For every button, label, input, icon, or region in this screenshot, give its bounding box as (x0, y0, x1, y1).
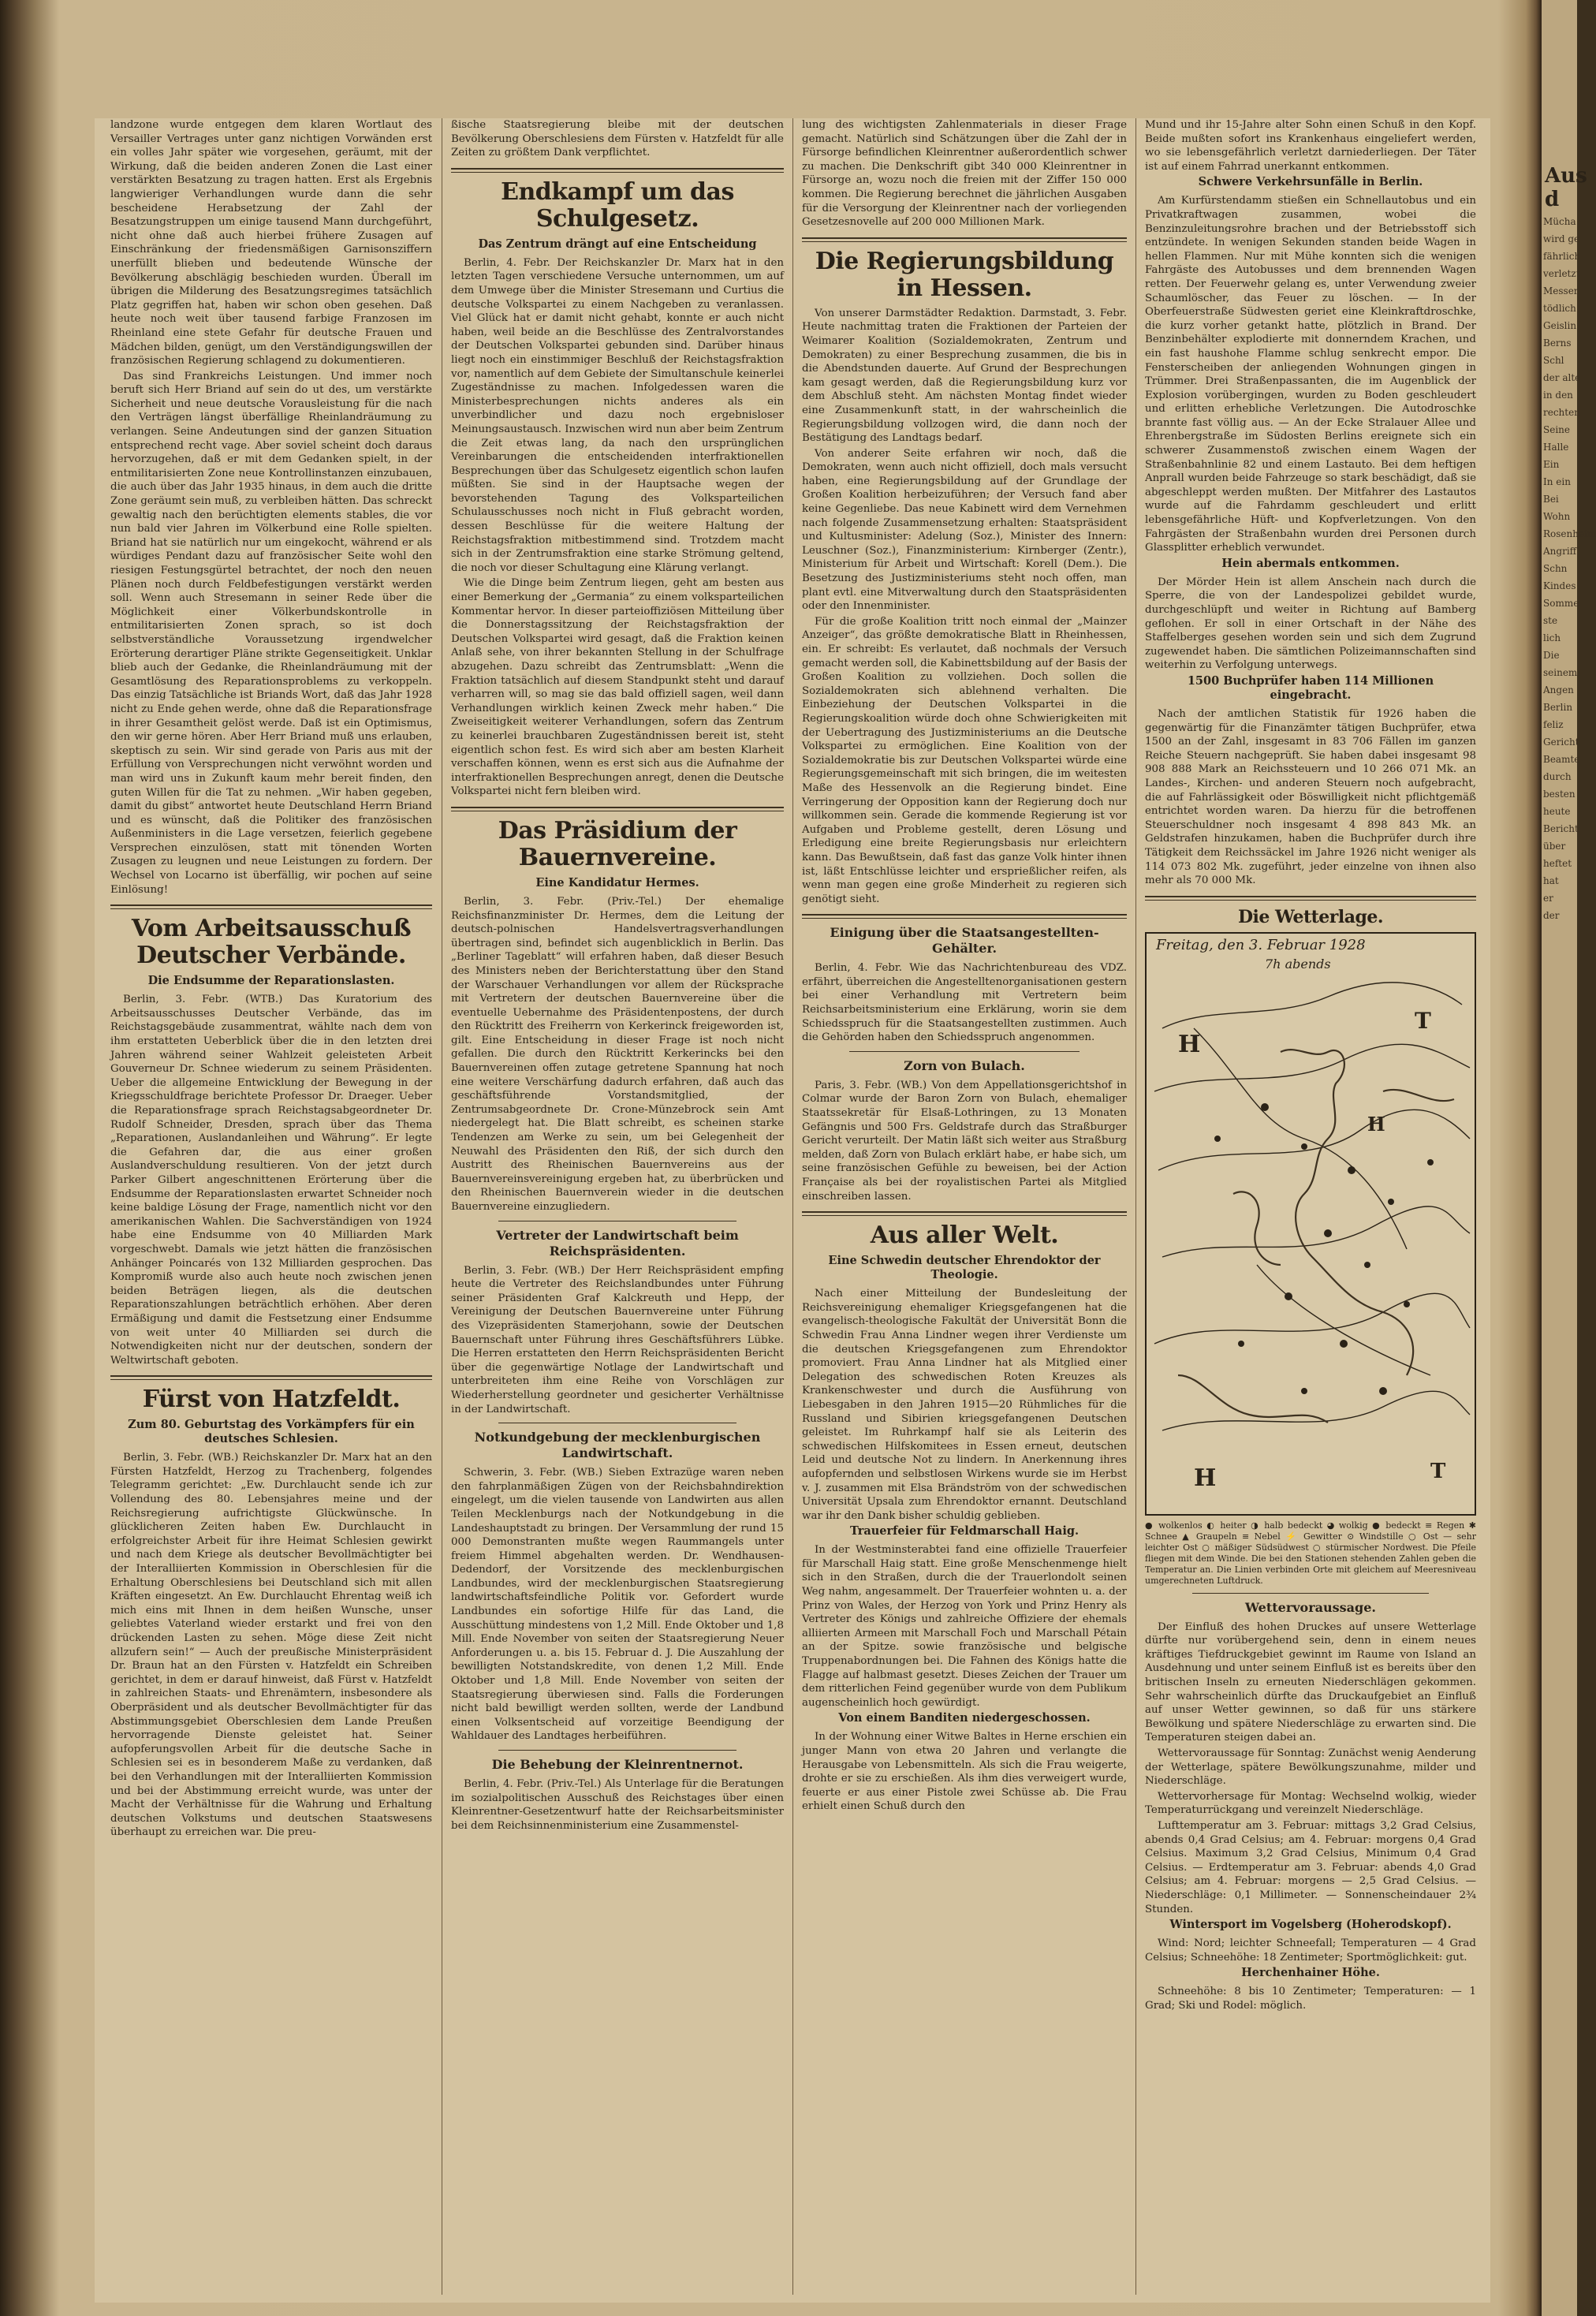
article-text: Wie die Dinge beim Zentrum liegen, geht am besten aus einer Bemerkung der „Germania“ zu einem volksparteilichen Kommentar hervor. In dieser parteioffiziösen Mitteilung über die Donnerstagssitzung der Reichstagsfraktion der Deutschen Volkspartei wird gesagt, daß die Fraktion keinen Anlaß sehe, von ihrer bekannten Stellung in der Schulfrage abzugehen. Dazu schreibt das Zentrumsblatt: „Wenn die Fraktion tatsächlich auf diesem Standpunkt steht und darauf verharren will, so mag sie das bald offiziell sagen, weil dann Verhandlungen wirklich keinen Zweck mehr haben.“ Die Zweiseitigkeit weiterer Verhandlungen, sofern das Zentrum zu keinerlei brauchbaren Zugeständnissen bereit ist, steht eigentlich schon fest. Es wird sich aber am besten Klarheit verschaffen können, wenn es erst sich aus die Aufnahme der interfraktionellen Besprechungen anregt, denen die Deutsche Volkspartei nicht fern bleiben wird. (451, 577, 784, 798)
next-page-fragment: hat (1543, 875, 1559, 886)
article-text: Von anderer Seite erfahren wir noch, daß die Demokraten, wenn auch nicht offiziell, doch mals versucht haben, eine Regierungsbildung auf der Grundlage der Großen Koalition herbeizuführen; der Versuch fand aber keine Gegenliebe. Das neue Kabinett wird dem Vernehmen nach folgende Zusammensetzung erhalten: Staatspräsident und Kultusminister: Adelung (Soz.), Minister des Innern: Leuschner (Soz.), Finanzministerium: Kirnberger (Zentr.), Ministerium für Arbeit und Wirtschaft: Korell (Dem.). Die Besetzung des Justizministeriums steht noch offen, man plant evtl. eine Mitverwaltung durch den Staatspräsidenten oder den Innenminister. (802, 447, 1127, 613)
next-page-fragment: Rosenheim (1543, 528, 1596, 539)
column-3 (802, 118, 1127, 2295)
article-text: Schneehöhe: 8 bis 10 Zentimeter; Temperaturen: — 1 Grad; Ski und Rodel: möglich. (1145, 1986, 1476, 2012)
article-text: Am Kurfürstendamm stießen ein Schnellautobus und ein Privatkraftwagen zusammen, wobei die Benzinzuleitungsrohre brachen und der Betriebsstoff sich entzündete. In wenigen Sekunden standen beide Wagen in hellen Flammen. Nur mit Mühe konnten sich die wenigen Fahrgäste des Autobusses und dem brennenden Wagen retten. Der Feuerwehr gelang es, unter Verwendung zweier Schaumlöscher, das Feuer zu löschen. — In der Oberfeuerstraße Südwesten geriet eine Kleinkraftdroschke, die kurz vorher getankt hatte, plötzlich in Brand. Der Benzinbehälter explodierte mit donnerndem Krachen, und ein fast haushohe Flamme schlug senkrecht empor. Die Fensterscheiben der anliegenden Wohnungen gingen in Trümmer. Drei Straßenpassanten, die im Augenblick der Explosion vorübergingen, wurden zu Boden geschleudert und erlitten erhebliche Verletzungen. Die Autodroschke brannte fast völlig aus. — An der Ecke Stralauer Allee und Ehrenbergstraße im Südosten Berlins ereignete sich ein schwerer Zusammenstoß zwischen einem Wagen der Straßenbahnlinie 82 und einem Lastauto. Bei dem heftigen Anprall wurden beide Fahrzeuge so stark beschädigt, daß sie abgeschleppt werden mußten. Der Mitfahrer des Lastautos wurde auf die Fahrdamm geschleudert und erlitt lebensgefährliche Hüft- und Kopfverletzungen. Von den Fahrgästen der Straßenbahn wurden drei Personen durch Glassplitter erheblich verwundet. (1145, 195, 1476, 554)
divider (451, 168, 784, 173)
next-page-fragment: lich (1543, 632, 1561, 643)
article-text: Der Mörder Hein ist allem Anschein nach durch die Sperre, die von der Landespolizei gebildet wurde, durchgeschlüpft und weiter in Richtung auf Bamberg geflohen. Er soll in einer Ortschaft in der Nähe des Staffelberges gesehen worden sein und sich dem Zugrund zugewendet haben. Die sämtlichen Polizeimannschaften sind weiterhin zu Verfolgung unterwegs. (1145, 576, 1476, 672)
next-page-fragment: Geislin (1543, 320, 1577, 331)
subheadline: Das Zentrum drängt auf eine Entscheidung (478, 237, 757, 251)
weather-map-drawing (1147, 934, 1475, 1514)
article-text: Berlin, 3. Febr. (WTB.) Das Kuratorium des Arbeitsausschusses Deutscher Verbände, das im Reichstagsgebäude zusammentrat, wählte nach dem von ihm erstatteten Ueberblick über die in den letzten drei Jahren während seiner Wahlzeit geleisteten Arbeit Gouverneur Dr. Schnee wiederum zu seinem Präsidenten. Ueber die allgemeine Entwicklung der Bewegung in der Kriegsschuldfrage berichtete Professor Dr. Draeger. Ueber die Reparationsfrage sprach Reichstagsabgeordneter Dr. Rudolf Schneider, Dresden, sprach über das Thema „Reparationen, Auslandanleihen und Währung“. Er legte die Gefahren dar, die aus einer großen Auslandverschuldung resultieren. Von der jetzt durch Parker Gilbert angeschnittenen Erörterung über die Endsumme der Reparationslasten erwartet Schneider noch keine baldige Lösung der Frage, namentlich nicht vor den amerikanischen Wahlen. Die Sachverständigen von 1924 habe eine Endsumme von 40 Milliarden Mark vorgeschwebt. Damals wie jetzt hätten die französischen Anhänger Poincarés von 132 Milliarden gesprochen. Das Kompromiß wurde also auch heute noch zwischen jenen beiden Beträgen liegen, als die deutschen Reparationszahlungen beträchtlich erhöhen. Aber deren Ermäßigung und damit die Festsetzung einer Endsumme von weit unter 40 Milliarden sei durch die Notwendigkeiten nicht nur der deutschen, sondern der Weltwirtschaft geboten. (110, 994, 432, 1367)
subheadline: Von einem Banditen niedergeschossen. (838, 1711, 1091, 1725)
next-page-fragment: Wohn (1543, 511, 1571, 522)
subheadline: Herchenhainer Höhe. (1241, 1966, 1380, 1980)
subheadline: Zum 80. Geburtstag des Vorkämpfers für ein deutsches Schlesien. (128, 1418, 415, 1446)
next-page-fragment: ste (1543, 615, 1558, 626)
next-page-fragment: In ein (1543, 476, 1571, 487)
article-text: Nach einer Mitteilung der Bundesleitung der Reichsvereinigung ehemaliger Kriegsgefangenen hat die evangelisch-theologische Fakultät der Universität Bonn die Schwedin Frau Anna Lindner wegen ihrer Verdienste um die deutschen Kriegsgefangenen zum Ehrendoktor promoviert. Frau Anna Lindner hat als Mitglied einer Delegation des schwedischen Roten Kreuzes als Krankenschwester und durch die Ausführung von Liebesgaben in den Jahren 1915—20 Rühmliches für die Russland und Sibirien kriegsgefangenen Deutschen geleistet. Im Ruhrkampf half sie als Leiterin des schwedischen Hilfskomitees in Essen erneut, deutschen Leid und deutsche Not zu lindern. In Anerkennung ihres aufopfernden und selbstlosen Wirkens wurde sie im Herbst v. J. zusammen mit Elsa Brändström von der schwedischen Universität Upsala zum Ehrendoktor ernannt. Deutschland war ihr den Dank bisher schuldig geblieben. (802, 1288, 1127, 1522)
subheadline: Einigung über die Staatsangestellten-Gehälter. (830, 925, 1099, 957)
next-page-fragment: seinem (1543, 667, 1578, 678)
subheadline: Eine Kandidatur Hermes. (535, 875, 699, 889)
headline: Fürst von Hatzfeldt. (142, 1385, 401, 1414)
next-page-fragment: Somme (1543, 598, 1579, 609)
article-text: Berlin, 3. Febr. (WB.) Der Herr Reichspräsident empfing heute die Vertreter des Reichslandbundes unter Führung seiner Präsidenten Graf Kalckreuth und Hepp, der Vereinigung der Deutschen Bauernvereine unter Führung des Vizepräsidenten Stamerjohann, sowie der Deutschen Bauernschaft unter Führung ihres Geschäftsführers Lübke. Die Herren erstatteten den Herrn Reichspräsidenten Bericht über die gegenwärtige Notlage der Landwirtschaft und unterbreiteten ihm eine Reihe von Vorschlägen zur Wiederherstellung geordneter und gesicherter Verhältnisse in der Landwirtschaft. (451, 1264, 784, 1415)
article-text: Berlin, 4. Febr. Wie das Nachrichtenbureau des VDZ. erfährt, überreichen die Angestelltenorganisationen gestern bei einer Verhandlung mit Vertretern beim Reichsarbeitsministerium eine Erklärung, worin sie dem Schiedsspruch für die Staatsangestellten zustimmen. Auch die Gehörden haben den Schiedsspruch angenommen. (802, 962, 1127, 1044)
divider (498, 1750, 736, 1751)
weather-map-legend: ● wolkenlos ◐ heiter ◑ halb bedeckt ◕ wolkig ● bedeckt ≡ Regen ✱ Schnee ▲ Graupeln ≡ Nebel ⚡ Gewitter ⊙ Windstille ○ Ost — sehr leichter Ost ○ mäßiger Südsüdwest ○ stürmischer Nordwest. Die Pfeile fliegen mit dem Winde. Die bei den Stationen stehenden Zahlen geben die Temperatur an. Die Linien verbinden Orte mit gleichem auf Meeresniveau umgerechneten Luftdruck. (1145, 1520, 1476, 1586)
article-text: Für die große Koalition tritt noch einmal der „Mainzer Anzeiger“, das größte demokratische Blatt in Rheinhessen, ein. Er schreibt: Es verlautet, daß nochmals der Versuch gemacht werden soll, die Kabinettsbildung auf der Basis der Großen Koalition zu vollziehen. Doch sollen die Sozialdemokraten sich ablehnend verhalten. Die Einbeziehung der Deutschen Volkspartei in die Regierungskoalition würde doch ohne Schwierigkeiten mit der Uebertragung des Justizministeriums an die Deutsche Volkspartei zu ermöglichen. Eine Koalition von der Sozialdemokratie bis zur Deutschen Volkspartei würde eine Regierungsgemeinschaft mit sich bringen, die im weitesten Maße des Hessenvolk an die Regierung bindet. Eine Verringerung der Opposition kann der Regierung doch nur willkommen sein. Gerade die kommende Regierung ist vor Aufgaben und Probleme gestellt, deren Lösung und Erledigung eine breite Regierungsbasis nur erleichtern kann. Das Bewußtsein, daß fast das ganze Volk hinter ihnen ist, läßt Entschlüsse leichter und ersprießlicher reifen, als wenn man gegen eine große Minderheit zu regieren sich genötigt sieht. (802, 615, 1127, 905)
next-page-fragment: er (1543, 893, 1553, 904)
divider (849, 1051, 1080, 1052)
subheadline: Wettervoraussage. (1245, 1599, 1376, 1615)
article-text: Nach der amtlichen Statistik für 1926 haben die gegenwärtig für die Finanzämter tätigen Buchprüfer, etwa 1500 an der Zahl, insgesamt in 83 706 Fällen im ganzen Reiche Steuern nachgeprüft. Sie haben dabei insgesamt 98 908 888 Mark an Reichssteuern und 10 266 071 Mk. an Landes-, Kirchen- und anderen Steuern noch aufgebracht, die auf Fahrlässigkeit oder Böswilligkeit nicht pflichtgemäß entrichtet worden waren. Da hierzu für die betroffenen Steuerschuldner noch insgesamt 4 898 843 Mk. an Geldstrafen hinzukamen, haben die Buchprüfer durch ihre Tätigkeit dem Reichssäckel im Jahre 1926 nicht weniger als 114 073 802 Mk. zugeführt, jeder einzelne von ihnen also mehr als 70 000 Mk. (1145, 707, 1476, 887)
article-text: Lufttemperatur am 3. Februar: mittags 3,2 Grad Celsius, abends 0,4 Grad Celsius; am 4. Februar: morgens 0,4 Grad Celsius. Maximum 3,2 Grad Celsius, Minimum 0,4 Grad Celsius. — Erdtemperatur am 3. Februar: abends 4,0 Grad Celsius; am 4. Februar: morgens — 2,5 Grad Celsius. — Niederschläge: 0,1 Millimeter. — Sonnenscheindauer 2¾ Stunden. (1145, 1820, 1476, 1915)
next-page-fragment: fährlich (1543, 251, 1581, 262)
article-text: In der Wohnung einer Witwe Baltes in Herne erschien ein junger Mann von etwa 20 Jahren und verlangte die Herausgabe von Lebensmitteln. Als sich die Frau weigerte, drohte er sie zu erschießen. Als ihm dies verweigert wurde, feuerte er aus einer Pistole zwei Schüsse ab. Die Frau erhielt einen Schuß durch den (802, 1731, 1127, 1813)
divider (1192, 1593, 1429, 1594)
next-page-fragment: rechten (1543, 407, 1580, 418)
column-rule (1135, 118, 1136, 2295)
next-page-fragments (1543, 213, 1596, 924)
article-text: Mund und ihr 15-Jahre alter Sohn einen Schuß in den Kopf. Beide mußten sofort ins Krankenhaus eingeliefert werden, wo sie lebensgefährlich verletzt darniederliegen. Der Täter ist auf einem Fahrrad unerkannt entkommen. (1145, 119, 1476, 173)
next-page-fragment: Halle (1543, 442, 1569, 453)
subheadline: Eine Schwedin deutscher Ehrendoktor der Theologie. (828, 1254, 1101, 1282)
subheadline: Hein abermals entkommen. (1221, 556, 1400, 570)
subheadline: Die Endsumme der Reparationslasten. (147, 974, 395, 988)
next-page-fragment: Messer (1543, 285, 1579, 296)
subheadline: Die Behebung der Kleinrentnernot. (491, 1757, 744, 1772)
next-page-fragment: Schn (1543, 563, 1568, 574)
article-text: Wettervoraussage für Sonntag: Zunächst wenig Aenderung der Wetterlage, spätere Bewölkungszunahme, milder und Niederschläge. (1145, 1747, 1476, 1788)
next-page-fragment: der alte (1543, 372, 1581, 383)
article-text: Von unserer Darmstädter Redaktion. Darmstadt, 3. Febr. Heute nachmittag traten die Fraktionen der Parteien der Weimarer Koalition (Sozialdemokraten, Zentrum und Demokraten) zu einer Besprechung zusammen, die bis in die Abendstunden dauerte. Auf Grund der Besprechungen kam gesagt werden, daß die Regierungsbildung kurz vor dem Abschluß steht. Am nächsten Montag findet wieder eine Zusammenkunft statt, in der wahrscheinlich die Regierungsbildung vollzogen wird, die dann noch der Bestätigung des Landtags bedarf. (802, 307, 1127, 445)
svg-text:T: T (1430, 1459, 1446, 1483)
next-page-fragment: Angen (1543, 684, 1574, 696)
svg-text:H: H (1367, 1112, 1385, 1136)
subheadline: Trauerfeier für Feldmarschall Haig. (849, 1524, 1080, 1538)
headline: Die Regierungsbildung in Hessen. (815, 247, 1114, 302)
next-page-edge (1542, 0, 1596, 2316)
next-page-fragment: Ein (1543, 459, 1560, 470)
svg-text:H: H (1178, 1030, 1201, 1058)
next-page-fragment: Berlin (1543, 702, 1573, 713)
next-page-fragment: Beamte (1543, 754, 1580, 765)
column-2 (451, 118, 784, 2295)
headline: Aus aller Welt. (870, 1221, 1059, 1250)
subheadline: Wintersport im Vogelsberg (Hoherodskopf). (1169, 1918, 1452, 1932)
divider (802, 237, 1127, 242)
column-rule (792, 118, 793, 2295)
article-text: Der Einfluß des hohen Druckes auf unsere Wetterlage dürfte nur vorübergehend sein, denn in einem neues kräftiges Tiefdruckgebiet gewinnt im Raume von Island an Ausdehnung und unter seinem Einfluß ist es bereits über den britischen Inseln zu erneuten Niederschlägen gekommen. Sehr wahrscheinlich dürfte das Druckaufgebiet an Einfluß auf unser Wetter gewinnen, so daß für uns stärkere Bewölkung und spätere Niederschläge zu erwarten sind. Die Temperaturen steigen dabei an. (1145, 1620, 1476, 1744)
article-text: Berlin, 3. Febr. (Priv.-Tel.) Der ehemalige Reichsfinanzminister Dr. Hermes, dem die Leitung der deutsch-polnischen Handelsvertragsverhandlungen übertragen sind, befindet sich augenblicklich in Berlin. Das „Berliner Tageblatt“ will erfahren haben, daß dieser Besuch des Ministers neben der Berichterstattung über den Stand der Warschauer Verhandlungen vor allem der Rücksprache mit Vertretern der deutschen Bauernvereine über die eventuelle Uebernahme des Präsidentenpostens, der durch den Rücktritt des Freiherrn von Kerkerinck freigeworden ist, gilt. Eine Entscheidung in dieser Frage ist noch nicht gefallen. Die durch den Rücktritt Kerkerincks bei den Bauernvereinen offen zutage getretene Spannung hat noch eine weitere Verschärfung dadurch erfahren, daß auch das geschäftsführende Vorstandsmitglied, der Zentrumsabgeordnete Dr. Crone-Münzebrock sein Amt niedergelegt hat. Die Blatt schreibt, es scheinen starke Tendenzen am Werke zu sein, um bei Gelegenheit der Neuwahl des Präsidenten den Riß, der sich durch den Austritt des Rheinischen Bauernvereins aus der Bauernvereinsvereinigung ergeben hat, zu überbrücken und den Rheinischen Bauernverein wieder in die deutschen Bauernvereine einzugliedern. (451, 895, 784, 1213)
column-4 (1145, 118, 1476, 2295)
headline: Das Präsidium der Bauernvereine. (498, 816, 737, 871)
next-page-fragment: Berns (1543, 338, 1572, 349)
article-text: In der Westminsterabtei fand eine offizielle Trauerfeier für Marschall Haig statt. Eine große Menschenmenge hielt sich in den Straßen, durch die der Trauerlondolt seinen Weg nahm, angesammelt. Der Trauerfeier wohnten u. a. der Prinz von Wales, der Herzog von York und Prinz Henry als Vertreter des Königs und zahlreiche Offiziere der ehemals alliierten Armeen mit Marschall Foch und Marschall Pétain an der Spitze. sowie französische und belgische Truppenabordnungen bei. Die Fahnen des Königs hatte die Flagge auf halbmast gesetzt. Dieses Zeichen der Trauer um dem ritterlichen Feind gegenüber wurde von dem Publikum augenscheinlich hoch gewürdigt. (802, 1544, 1127, 1709)
next-page-fragment: Gericht (1543, 737, 1579, 748)
article-text: Wettervorhersage für Montag: Wechselnd wolkig, wieder Temperaturrückgang und vereinzelt Niederschläge. (1145, 1790, 1476, 1817)
svg-text:H: H (1194, 1464, 1217, 1492)
headline: Endkampf um das Schulgesetz. (501, 177, 734, 233)
article-text: lung des wichtigsten Zahlenmaterials in dieser Frage gemacht. Natürlich sind Schätzungen über die Zahl der in Fürsorge befindlichen Kleinrentner außerordentlich schwer zu machen. Die Denkschrift gibt 340 000 Kleinrentner in Fürsorge an, wozu noch die freien mit der Ziffer 150 000 kommen. Die Regierung berechnet die jährlichen Ausgaben für die Versorgung der Kleinrentner nach der vorliegenden Gesetzesnovelle auf 200 000 Millionen Mark. (802, 119, 1127, 229)
divider (802, 914, 1127, 919)
next-page-title: Aus d (1545, 164, 1587, 211)
article-text: Paris, 3. Febr. (WB.) Von dem Appellationsgerichtshof in Colmar wurde der Baron Zorn von Bulach, ehemaliger Staatssekretär für Elsaß-Lothringen, zu 13 Monaten Gefängnis und 500 Frs. Geldstrafe durch das Straßburger Gericht verurteilt. Der Matin läßt sich weiter aus Straßburg melden, daß Zorn von Bulach erklärt habe, er habe sich, um seine französischen Gefühle zu beweisen, bei der Action Française als bei der royalistischen Partei als Mitglied einschreiben lassen. (802, 1079, 1127, 1203)
next-page-fragment: der (1543, 910, 1560, 921)
next-page-fragment: verletzt (1543, 268, 1580, 279)
subheadline: Vertreter der Landwirtschaft beim Reichspräsidenten. (496, 1227, 739, 1259)
article-text: Berlin, 4. Febr. Der Reichskanzler Dr. Marx hat in den letzten Tagen verschiedene Versuche unternommen, um auf dem Umwege über die Minister Stresemann und Curtius die deutsche Volkspartei zu einem Nachgeben zu veranlassen. Viel Glück hat er damit nicht gehabt, konnte er auch nicht haben, weil beide an die Beschlüsse des Zentralvorstandes der Deutschen Volkspartei gebunden sind. Darüber hinaus liegt noch ein einstimmiger Beschluß der Reichstagsfraktion vor, namentlich auf dem Gebiete der Simultanschule keinerlei Zugeständnisse zu machen. Infolgedessen waren die Ministerbesprechungen nichts anderes als ein unverbindlicher und dazu noch ergebnisloser Meinungsaustausch. Inzwischen wird nun aber beim Zentrum die Zeit etwas lang, da nach den ursprünglichen Vereinbarungen die entscheidenden interfraktionellen Besprechungen über das Schulgesetz eigentlich schon laufen müßten. Sie sind in der Hauptsache wegen der bevorstehenden Tagung des Volksparteilichen Schulausschusses noch nicht in Fluß gebracht worden, dessen Beschlüsse für die weitere Haltung der Reichstagsfraktion mitbestimmend sind. Trotzdem macht sich in der Zentrumsfraktion eine starke Strömung geltend, die noch vor dieser Schultagung eine Klärung verlangt. (451, 256, 784, 574)
weather-map-time: 7h abends (1265, 956, 1331, 972)
weather-map (1145, 932, 1476, 1516)
subheadline: Schwere Verkehrsunfälle in Berlin. (1198, 175, 1423, 189)
next-page-fragment: über (1543, 841, 1566, 852)
divider (110, 904, 432, 909)
article-text: Berlin, 4. Febr. (Priv.-Tel.) Als Unterlage für die Beratungen im sozialpolitischen Ausschuß des Reichstages über einen Kleinrentner-Gesetzentwurf hatte der Reichsarbeitsminister bei dem Reichsinnenministerium eine Zusammenstel- (451, 1778, 784, 1832)
subheadline: Notkundgebung der mecklenburgischen Landwirtschaft. (474, 1430, 761, 1461)
headline: Die Wetterlage. (1237, 906, 1384, 927)
article-text: landzone wurde entgegen dem klaren Wortlaut des Versailler Vertrages unter ganz nichtigen Vorwänden erst ein volles Jahr später wie vorgesehen, geräumt, mit der Wirkung, daß die beiden anderen Zonen die Last einer verstärkten Besatzung zu tragen hatten. Erst als Ergebnis langwieriger Verhandlungen wurde dann die sehr bescheidene Herabsetzung der Zahl der Besatzungstruppen um einige tausend Mann durchgeführt, nicht ohne daß auch hierbei frühere Zusagen auf Einschränkung der friedensmäßigen Garnisonsziffern unerfüllt blieben und bedeutende Wünsche der Bevölkerung abschlägig beschieden wurden. Überall im übrigen die Milderung des Besatzungsregimes tatsächlich Platz gegriffen hat, haben wir schon oben gesehen. Daß heute noch weit über tausend farbige Franzosen im Rheinland eine stete Gefahr für deutsche Frauen und Mädchen bilden, genügt, um den Verständigungswillen der französischen Regierung schlagend zu dokumentieren. (110, 119, 432, 367)
next-page-fragment: Bei (1543, 494, 1559, 505)
next-page-fragment: durch (1543, 771, 1572, 782)
divider (451, 807, 784, 811)
next-page-fragment: besten (1543, 789, 1575, 800)
next-page-fragment: feliz (1543, 719, 1564, 730)
next-page-fragment: heute (1543, 806, 1571, 817)
next-page-fragment: Angriff (1543, 546, 1577, 557)
headline: Vom Arbeitsausschuß Deutscher Verbände. (131, 915, 412, 970)
next-page-fragment: wird ge (1543, 233, 1580, 244)
next-page-fragment: Kindes (1543, 580, 1576, 591)
article-text: ßische Staatsregierung bleibe mit der deutschen Bevölkerung Oberschlesiens dem Fürsten v. Hatzfeldt für alle Zeiten zu größtem Dank verpflichtet. (451, 119, 784, 159)
divider (1145, 896, 1476, 901)
weather-map-date: Freitag, den 3. Februar 1928 (1156, 936, 1366, 953)
divider (110, 1375, 432, 1380)
subheadline: Zorn von Bulach. (904, 1057, 1025, 1073)
next-page-fragment: tödlich (1543, 303, 1576, 314)
article-text: Das sind Frankreichs Leistungen. Und immer noch beruft sich Herr Briand auf sein do ut des, um verstärkte Sicherheit und neue deutsche Vorausleistung für die nach den Verträgen längst überfällige Rheinlandräumung zu verlangen. Seine Andeutungen sind der ganzen Situation entsprechend recht vage. Aber soviel scheint doch daraus hervorzugehen, daß er mit dem Gedanken spielt, in der entmilitarisierten Zone neue Kontrollinstanzen einzubauen, die auch über das Jahr 1935 hinaus, in dem auch die dritte Zone geräumt sein muß, zu verbleiben hätten. Das schreckt gewaltig nach den berüchtigten elements stables, die vor nun bald vier Jahren im Völkerbund eine Rolle spielten. Briand hat sie natürlich nur um eingekocht, während er als würdiges Pendant dazu auf französischer Seite wohl den riesigen Festungsgürtel betrachtet, der noch den neuen Plänen noch durch Feldbefestigungen verstärkt werden soll. Wenn auch Stresemann in seiner Rede über die Möglichkeit einer Völkerbundskontrolle in entmilitarisierten Zonen sprach, so ist doch selbstverständliche Voraussetzung irgendwelcher Erörterung derartiger Pläne strikte Gegenseitigkeit. Unklar blieb auch der Gedanke, die Rheinlandräumung mit der Gesamtlösung des Reparationsproblems zu verkoppeln. Das einzig Tatsächliche ist Briands Wort, daß das Jahr 1928 nicht zu Ende gehen werde, ohne daß die Reparationsfrage in ihrer Gesamtheit gelöst werde. Daß ist ein Optimismus, den wir gerne hören. Aber Herr Briand muß uns erlauben, skeptisch zu sein. Wir sind gerade von Paris aus mit der Erfüllung von Versprechungen nicht verwöhnt worden und man wird uns in Zukunft kaum mehr bereit finden, den guten Willen für die Tat zu nehmen. „Wir haben gegeben, damit du gibst“ antwortet heute Deutschland Herrn Briand und es wünscht, daß die Politiker des französischen Außenministers in die Lage versetzen, feierlich gegebene Versprechen einzulösen, statt mit tönenden Worten Zusagen zu leugnen und neue Leistungen zu fordern. Der Wechsel von Locarno ist überfällig, wir pochen auf seine Einlösung! (110, 370, 432, 896)
article-text: Schwerin, 3. Febr. (WB.) Sieben Extrazüge waren neben den fahrplanmäßigen Zügen von der Reichsbahndirektion eingelegt, um die vielen tausende von Landwirten aus allen Teilen Mecklenburgs nach der Notkundgebung in die Landeshauptstadt zu bringen. Der Versammlung der rund 15 000 Demonstranten mußte wegen Raummangels unter freiem Himmel abgehalten werden. Dr. Wendhausen-Dedendorf, der Vorsitzende des mecklenburgischen Landbundes, wird der mecklenburgischen Staatsregierung landwirtschaftsfeindliche Politik vor. Gefordert wurde Landbundes ein sofortige Hilfe für das Land, die Ausschüttung mindestens von 1,2 Mill. Ende Oktober und 1,8 Mill. Ende November von seiten der Staatsregierung Neuer Anforderungen u. a. bis 15. Februar d. J. Die Auszahlung der bewilligten Notstandskredite, von denen 1,2 Mill. Ende Oktober und 1,8 Mill. Ende November von seiten der Staatsregierung überwiesen sind. Falls die Forderungen nicht bald bewilligt werden sollten, werde der Landbund einen Volksentscheid auf vorzeitige Beendigung der Wahldauer des Landtages herbeiführen. (451, 1467, 784, 1743)
next-page-fragment: Schl (1543, 355, 1564, 366)
next-page-fragment: in den (1543, 390, 1573, 401)
next-page-fragment: Mücha (1543, 216, 1576, 227)
next-page-fragment: Seine (1543, 424, 1570, 435)
next-page-fragment: heftet (1543, 858, 1572, 869)
svg-text:T: T (1415, 1007, 1431, 1034)
column-1 (110, 118, 432, 2295)
article-text: Berlin, 3. Febr. (WB.) Reichskanzler Dr. Marx hat an den Fürsten Hatzfeldt, Herzog zu Trachenberg, folgendes Telegramm gerichtet: „Ew. Durchlaucht sende ich zur Vollendung des 80. Lebensjahres meine und der Reichsregierung aufrichtigste Glückwünsche. In glücklicheren Zeiten haben Ew. Durchlaucht in erfolgreichster Arbeit für ihre Heimat Schlesien gewirkt und nach dem Kriege als deutscher Bevollmächtigter bei der Interalliierten Kommission in Oberschlesien für die Erhaltung Oberschlesiens bei Deutschland sich mit allen Kräften eingesetzt. An Ew. Durchlaucht Ehrentag weiß ich mich eins mit Ihnen in dem heißen Wunsche, unser geliebtes Vaterland wieder erstarkt und frei von den drückenden Lasten zu sehen. Möge diese Zeit nicht allzufern sein!“ — Auch der preußische Ministerpräsident Dr. Braun hat an den Fürsten v. Hatzfeldt ein Schreiben gerichtet, in dem er darauf hinweist, daß Fürst v. Hatzfeldt in zahlreichen Staats- und Ehrenämtern, insbesondere als Oberpräsident und als deutscher Bevollmächtigter für das Abstimmungsgebiet Oberschlesien dem Lande Preußen hervorragende Dienste geleistet hat. Seiner aufopferungsvollen Arbeit für die deutsche Sache in Schlesien sei es in besonderem Maße zu verdanken, daß bei den Verhandlungen mit der Interalliierten Kommission und bei der Abstimmung erreicht wurde, was unter der Macht der Verhältnisse für die Wahrung und Erhaltung deutschen Volkstums und deutschen Staatswesens überhaupt zu erreichen war. Die preu- (110, 1452, 432, 1839)
next-page-fragment: Bericht (1543, 823, 1579, 834)
divider (802, 1211, 1127, 1216)
article-text: Wind: Nord; leichter Schneefall; Temperaturen — 4 Grad Celsius; Schneehöhe: 18 Zentimeter; Sportmöglichkeit: gut. (1145, 1937, 1476, 1964)
subheadline: 1500 Buchprüfer haben 114 Millionen eingebracht. (1187, 673, 1434, 702)
next-page-fragment: Die (1543, 650, 1560, 661)
